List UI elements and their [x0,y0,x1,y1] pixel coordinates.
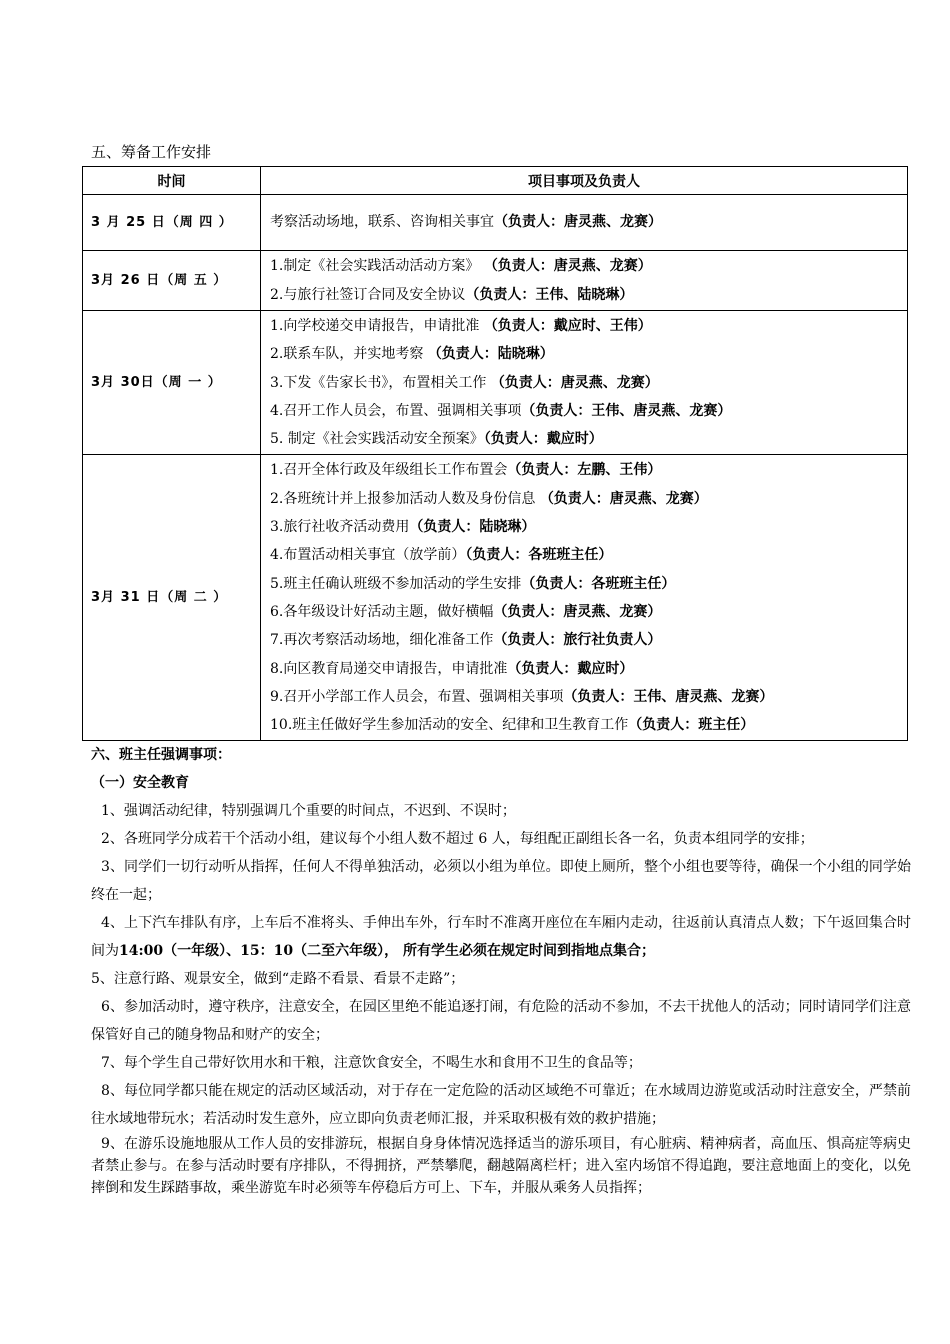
item-owner: （负责人：戴应时、王伟） [483,318,652,334]
table-row [83,455,908,741]
section-6-title: 六、班主任强调事项： [91,747,231,763]
paragraph-4-bold: 14:00（一年级）、15：10（二至六年级）， 所有学生必须在规定时间到指地点集合； [119,943,655,959]
list-item [270,456,899,484]
item-text: 2.各班统计并上报参加活动人数及身份信息 [270,490,540,507]
row-items [261,311,908,455]
item-text: 2.联系车队，并实地考察 [270,346,428,363]
paragraph-1: 1、强调活动纪律，特别强调几个重要的时间点，不迟到、不误时； [101,803,516,819]
paragraph-3: 3、同学们一切行动听从指挥，任何人不得单独活动，必须以小组为单位。即使上厕所，整个小组也要等待，确保一个小组的同学始终在一起； [91,859,911,903]
item-owner: （负责人：唐灵燕、龙赛） [493,603,662,620]
item-owner: （负责人：王伟、唐灵燕、龙赛） [521,402,732,419]
item-owner: （负责人：王伟、唐灵燕、龙赛） [563,688,774,705]
table-row [83,195,908,251]
paragraph-2: 2、各班同学分成若干个活动小组，建议每个小组人数不超过 6 人，每组配正副组长各一名，负责本组同学的安排； [101,831,814,847]
item-text: 考察活动场地，联系、咨询相关事宜 [270,214,494,231]
list-item [270,485,899,513]
list-item [270,598,899,626]
list-item [270,340,899,368]
list-item [270,683,899,711]
item-text: 7.再次考察活动场地，细化准备工作 [270,632,494,649]
paragraph-5: 5、注意行路、观景安全，做到“走路不看景、看景不走路”； [91,971,465,987]
row-time: 3月 30日（周 一 ） [83,311,261,455]
list-item [270,369,899,397]
item-owner: （负责人：戴应时） [507,660,634,677]
list-item [270,655,899,683]
item-owner: （负责人：各班班主任） [465,547,613,564]
row-time: 3月 31 日（周 二 ） [83,455,261,741]
list-item [270,513,899,541]
item-owner: （负责人：陆晓琳） [409,519,536,536]
paragraph-6: 6、参加活动时，遵守秩序，注意安全，在园区里绝不能追逐打闹，有危险的活动不参加，不去干扰他人的活动；同时请同学们注意保管好自己的随身物品和财产的安全； [91,999,911,1043]
item-text: 4.召开工作人员会，布置、强调相关事项 [270,402,522,419]
item-text: 1.制定《社会实践活动活动方案》 [270,258,484,275]
row-items [261,195,908,251]
item-owner: （负责人：班主任） [628,717,755,734]
section-6-subtitle: （一）安全教育 [91,775,189,791]
list-item [270,312,899,340]
header-time: 时间 [83,167,261,195]
paragraph-4 [91,909,911,965]
section-5-title: 五、筹备工作安排 [91,143,212,161]
section-6 [91,742,911,1199]
item-owner: （负责人：唐灵燕、龙赛） [539,490,708,507]
item-owner: （负责人：唐灵燕、龙赛） [494,214,662,231]
list-item [270,570,899,598]
item-owner: （负责人：旅行社负责人） [493,632,662,649]
item-text: 3.旅行社收齐活动费用 [270,519,410,536]
paragraph-7: 7、每个学生自己带好饮用水和干粮，注意饮食安全，不喝生水和食用不卫生的食品等； [101,1055,642,1071]
list-item [270,626,899,654]
item-text: 8.向区教育局递交申请报告，申请批准 [270,660,508,677]
item-text: 3.下发《告家长书》，布置相关工作 [270,374,491,391]
table-header-row [83,167,908,195]
table-row [83,251,908,311]
item-owner: （负责人：戴应时） [483,431,603,448]
item-owner: （负责人：唐灵燕、龙赛） [490,374,659,391]
header-items: 项目事项及负责人 [261,167,908,195]
paragraph-9: 9、在游乐设施地服从工作人员的安排游玩，根据自身身体情况选择适当的游乐项目，有心脏病、精神病者，高血压、惧高症等病史者禁止参与。在参与活动时要有序排队，不得拥挤，严禁攀爬，翻越隔离栏杆；进入室内场馆不得追跑，要注意地面上的变化，以免摔倒和发生踩踏事故，乘坐游览车时必须等车停稳后方可上、下车，并服从乘务人员指挥； [91,1136,911,1196]
list-item [270,281,899,309]
item-text: 9.召开小学部工作人员会，布置、强调相关事项 [270,688,564,705]
item-text: 10.班主任做好学生参加活动的安全、纪律和卫生教育工作 [270,717,629,734]
list-item [270,252,899,280]
item-owner: （负责人：唐灵燕、龙赛） [483,258,652,275]
list-item [270,541,899,569]
schedule-table [82,166,908,741]
item-text: 4.布置活动相关事宜（放学前） [270,547,466,564]
list-item [270,425,899,453]
list-item [270,711,899,739]
item-text: 1.召开全体行政及年级组长工作布置会 [270,462,508,479]
item-owner: （负责人：王伟、陆晓琳） [465,286,634,303]
paragraph-4-text: 4、上下汽车排队有序，上车后不准将头、手伸出车外，行车时不准离开座位在车厢内走动，往返前认真清点人数；下午返回集合时间为 [91,915,911,959]
list-item [270,397,899,425]
item-text: 2.与旅行社签订合同及安全协议 [270,286,466,303]
item-owner: （负责人：各班班主任） [521,575,676,592]
item-owner: （负责人：左鹏、王伟） [507,462,662,479]
item-owner: （负责人：陆晓琳） [427,346,554,363]
table-row [83,311,908,455]
paragraph-8: 8、每位同学都只能在规定的活动区域活动，对于存在一定危险的活动区域绝不可靠近；在水域周边游览或活动时注意安全，严禁前往水域地带玩水；若活动时发生意外，应立即向负责老师汇报，并采取积极有效的救护措施； [91,1083,911,1127]
row-time: 3月 26 日（周 五 ） [83,251,261,311]
item-text: 6.各年级设计好活动主题，做好横幅 [270,603,494,620]
row-items [261,455,908,741]
item-text: 5. 制定《社会实践活动安全预案》 [270,431,484,448]
row-items [261,251,908,311]
item-text: 1.向学校递交申请报告，申请批准 [270,318,484,334]
item-text: 5.班主任确认班级不参加活动的学生安排 [270,575,522,592]
row-time: 3 月 25 日（周 四 ） [83,195,261,251]
list-item [270,208,899,236]
